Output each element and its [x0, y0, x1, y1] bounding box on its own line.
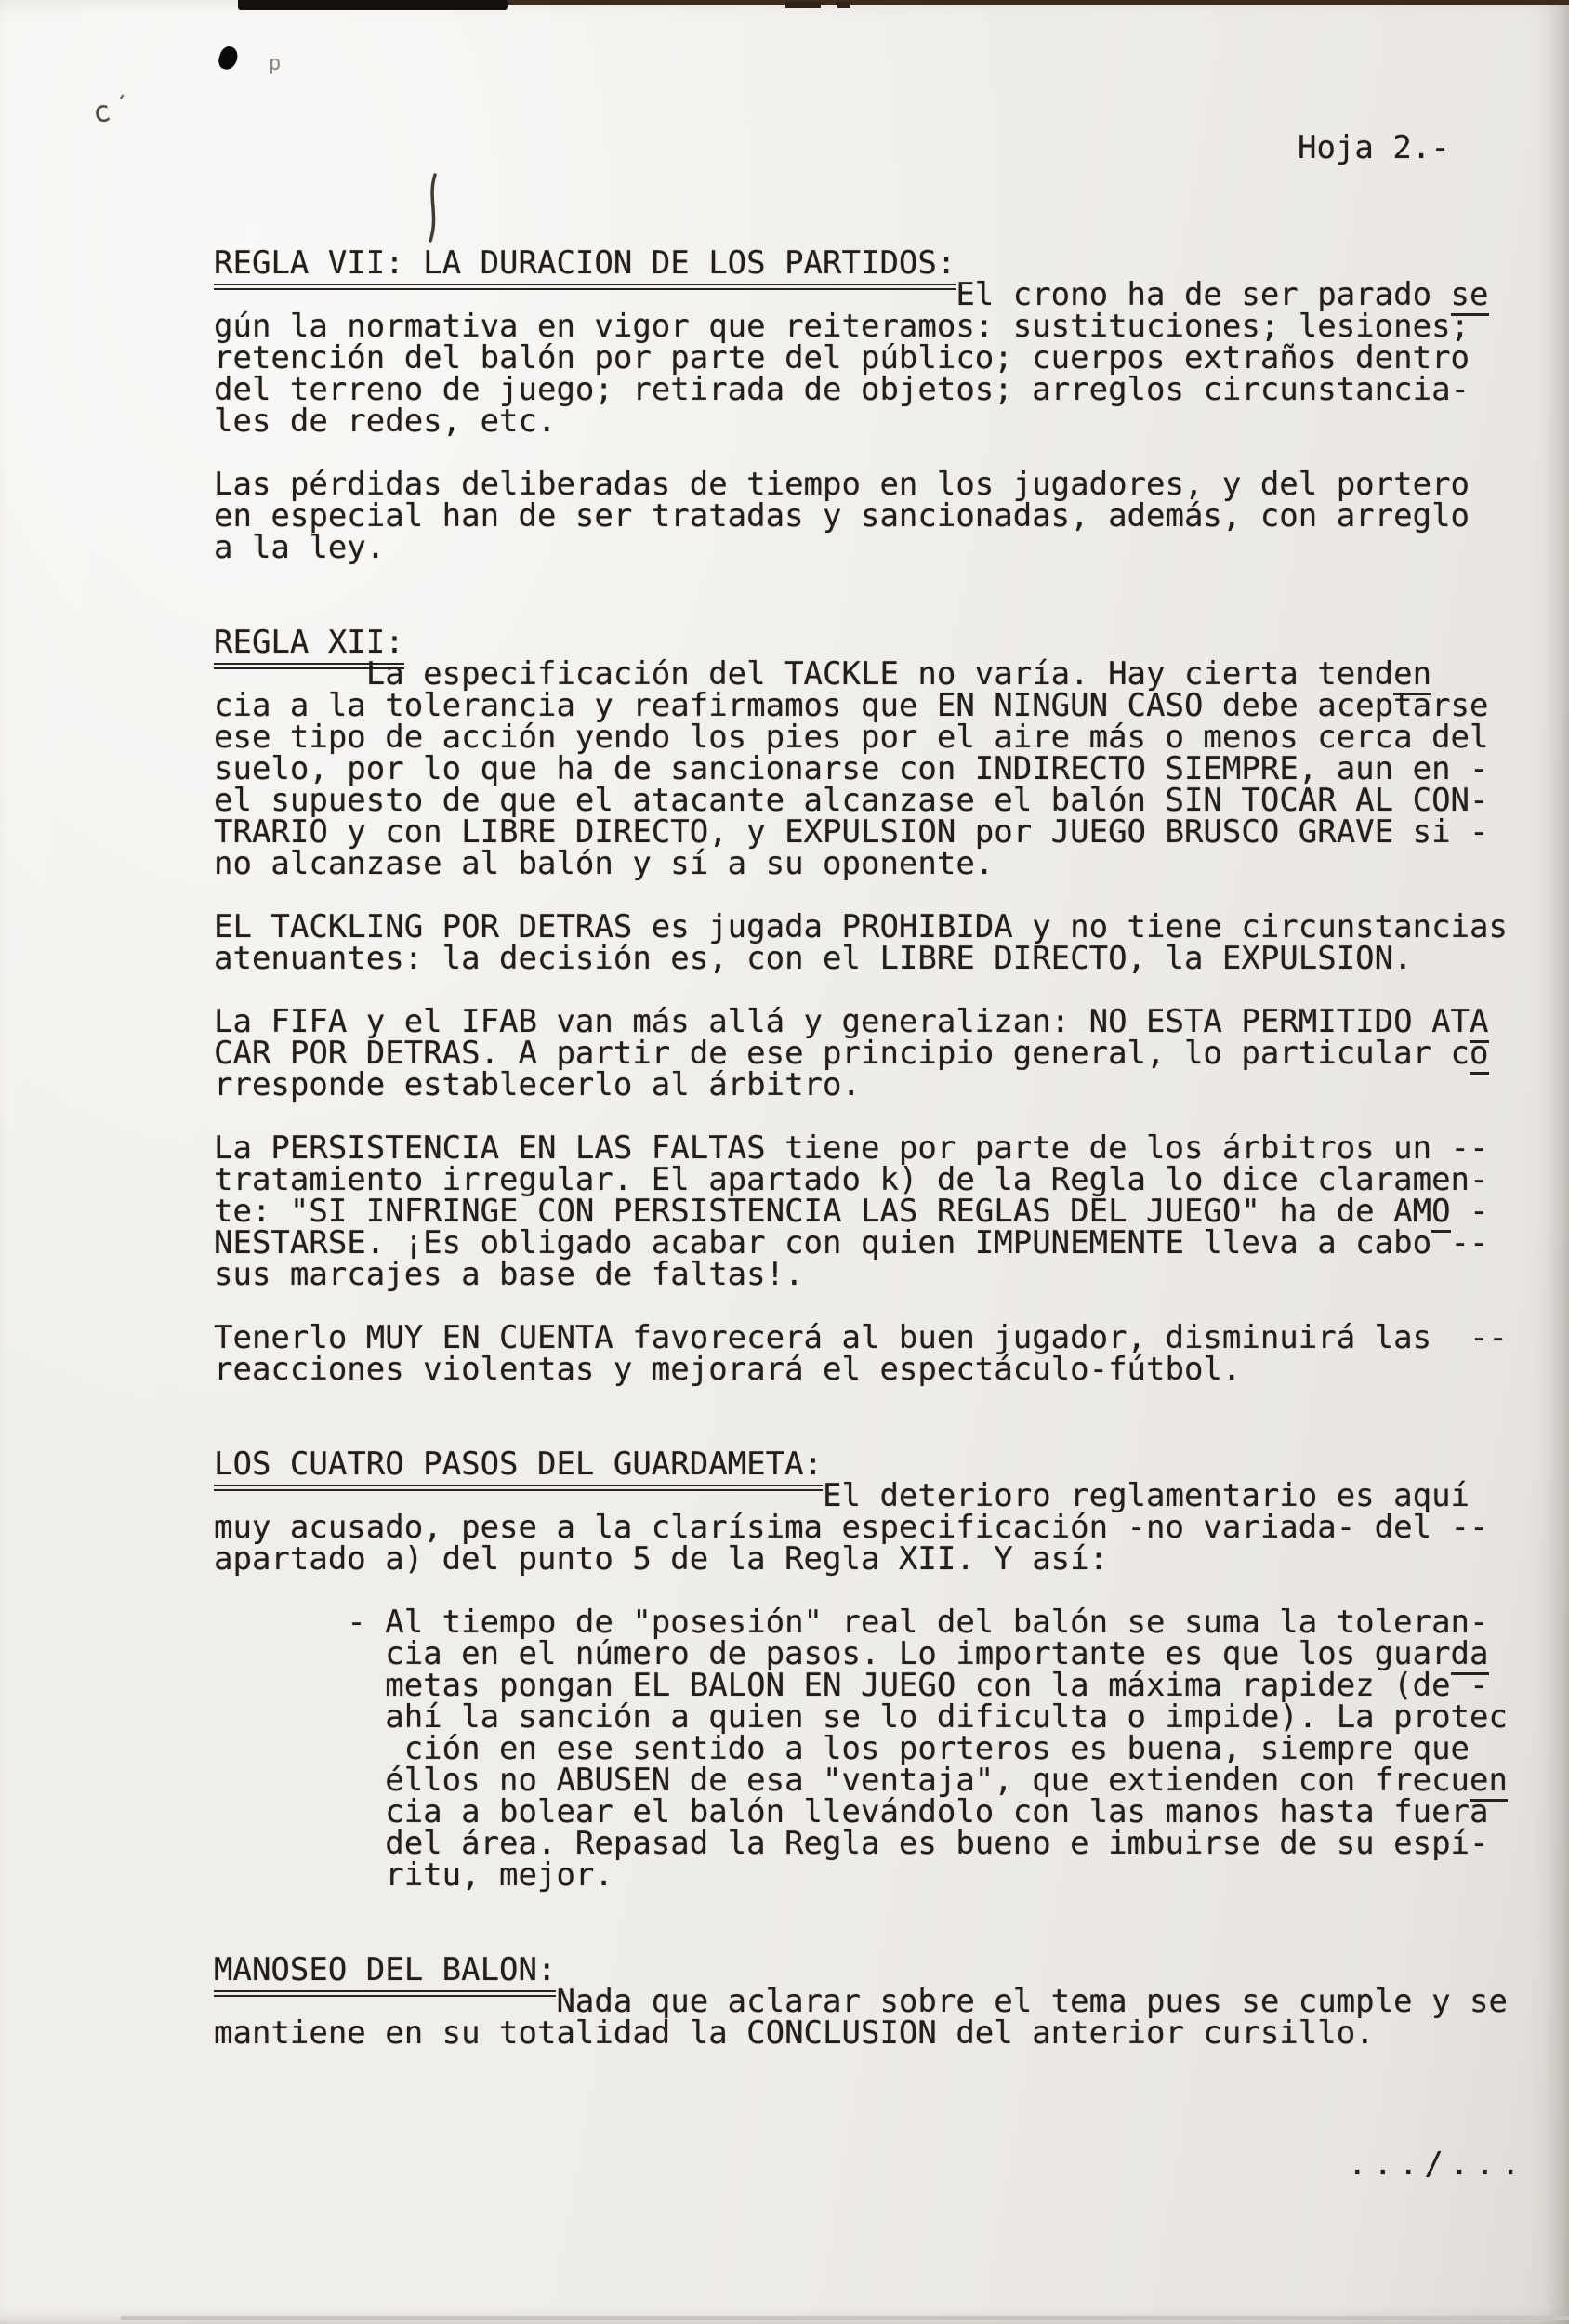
- pencil-scribble-mark: c': [90, 89, 129, 131]
- faint-ink-mark: p: [269, 52, 282, 75]
- text-line: apartado a) del punto 5 de la Regla XII. Y así:: [214, 1540, 1109, 1578]
- pen-stroke-mark: [420, 173, 444, 247]
- text-line: [214, 1922, 1508, 1954]
- scanner-top-edge-line: [507, 0, 1569, 5]
- continuation-mark: .../...: [1348, 2146, 1527, 2183]
- text-line: - Al tiempo de "posesión" real del balón se suma la toleran-: [214, 1604, 1489, 1641]
- text-line: éllos no ABUSEN de esa "ventaja", que extienden con frecuen: [214, 1764, 1508, 1796]
- text-line: del terreno de juego; retirada de objetos; arreglos circunstancia-: [214, 371, 1470, 408]
- text-line: [214, 1385, 1508, 1417]
- text-line: EL TACKLING POR DETRAS es jugada PROHIBIDA y no tiene circunstancias: [214, 908, 1508, 945]
- text-line: te: "SI INFRINGE CON PERSISTENCIA LAS REGLAS DEL JUEGO" ha de AMO -: [214, 1195, 1508, 1227]
- text-line: muy acusado, pese a la clarísima especificación -no variada- del --: [214, 1509, 1489, 1546]
- text-line: ahí la sanción a quien se lo dificulta o impide). La protec: [214, 1698, 1508, 1736]
- text-line: el supuesto de que el atacante alcanzase el balón SIN TOCAR AL CON-: [214, 782, 1489, 819]
- text-line: [214, 879, 1508, 911]
- text-line: en especial han de ser tratadas y sancionadas, además, con arreglo: [214, 497, 1470, 535]
- text-line: El crono ha de ser parado se: [214, 279, 1508, 310]
- text-line: [214, 1417, 1508, 1448]
- text-line: La PERSISTENCIA EN LAS FALTAS tiene por parte de los árbitros un --: [214, 1129, 1489, 1167]
- section-heading: REGLA XII:: [214, 627, 1508, 658]
- text-line: ese tipo de acción yendo los pies por el aire más o menos cerca del: [214, 719, 1489, 756]
- section-heading: MANOSEO DEL BALON:: [214, 1954, 1508, 1986]
- text-line: ritu, mejor.: [214, 1856, 613, 1894]
- text-line: tratamiento irregular. El apartado k) de la Regla lo dice claramen-: [214, 1161, 1489, 1198]
- text-line: cia a bolear el balón llevándolo con las manos hasta fuera: [214, 1793, 1489, 1830]
- text-line: [214, 1891, 1508, 1922]
- text-line: Nada que aclarar sobre el tema pues se cumple y se: [214, 1983, 1508, 2020]
- text-line: La especificación del TACKLE no varía. Hay cierta tenden: [214, 658, 1508, 690]
- text-line: rresponde establecerlo al árbitro.: [214, 1066, 861, 1103]
- text-line: reacciones violentas y mejorará el espectáculo-fútbol.: [214, 1351, 1242, 1388]
- text-line: [214, 563, 1508, 595]
- text-line: El deterioro reglamentario es aquí: [214, 1477, 1470, 1514]
- text-line: Las pérdidas deliberadas de tiempo en los jugadores, y del portero: [214, 466, 1470, 503]
- text-line: La FIFA y el IFAB van más allá y generalizan: NO ESTA PERMITIDO ATA: [214, 1006, 1508, 1037]
- text-line: suelo, por lo que ha de sancionarse con INDIRECTO SIEMPRE, aun en -: [214, 750, 1489, 787]
- text-line: retención del balón por parte del público; cuerpos extraños dentro: [214, 339, 1470, 376]
- scanner-bottom-edge-line: [121, 2316, 1569, 2320]
- scanner-top-edge-mark: [785, 2, 821, 8]
- text-line: gún la normativa en vigor que reiteramos: sustituciones; lesiones;: [214, 308, 1470, 345]
- text-line: ción en ese sentido a los porteros es buena, siempre que: [214, 1730, 1470, 1767]
- text-line: mantiene en su totalidad la CONCLUSION del anterior cursillo.: [214, 2014, 1375, 2052]
- scanner-top-edge-bar: [238, 0, 508, 10]
- text-line: [214, 1575, 1508, 1606]
- text-line: sus marcajes a base de faltas!.: [214, 1256, 804, 1293]
- scanner-top-edge-mark: [837, 2, 850, 8]
- text-line: a la ley.: [214, 529, 386, 566]
- text-line: Tenerlo MUY EN CUENTA favorecerá al buen jugador, disminuirá las --: [214, 1319, 1508, 1356]
- text-line: [214, 1101, 1508, 1132]
- text-line: CAR POR DETRAS. A partir de ese principio general, lo particular co: [214, 1037, 1508, 1069]
- text-line: [214, 595, 1508, 627]
- text-line: atenuantes: la decisión es, con el LIBRE DIRECTO, la EXPULSION.: [214, 940, 1413, 977]
- section-heading: REGLA VII: LA DURACION DE LOS PARTIDOS:: [214, 247, 1508, 279]
- page-number: Hoja 2.-: [1298, 129, 1450, 166]
- text-line: del área. Repasad la Regla es bueno e imbuirse de su espí-: [214, 1825, 1489, 1862]
- document-body: [214, 244, 1508, 2052]
- text-line: les de redes, etc.: [214, 403, 557, 440]
- text-line: [214, 974, 1508, 1006]
- text-line: NESTARSE. ¡Es obligado acabar con quien IMPUNEMENTE lleva a cabo --: [214, 1224, 1489, 1261]
- text-line: metas pongan EL BALON EN JUEGO con la máxima rapidez (de -: [214, 1667, 1489, 1704]
- text-line: cia en el número de pasos. Lo importante es que los guarda: [214, 1638, 1508, 1670]
- section-heading: LOS CUATRO PASOS DEL GUARDAMETA:: [214, 1448, 1508, 1480]
- text-line: [214, 437, 1508, 469]
- text-line: [214, 1290, 1508, 1322]
- text-line: TRARIO y con LIBRE DIRECTO, y EXPULSION por JUEGO BRUSCO GRAVE si -: [214, 813, 1489, 851]
- text-line: cia a la tolerancia y reafirmamos que EN NINGUN CASO debe aceptarse: [214, 687, 1489, 724]
- text-line: no alcanzase al balón y sí a su oponente.: [214, 845, 995, 882]
- ink-blob-mark: [217, 45, 241, 73]
